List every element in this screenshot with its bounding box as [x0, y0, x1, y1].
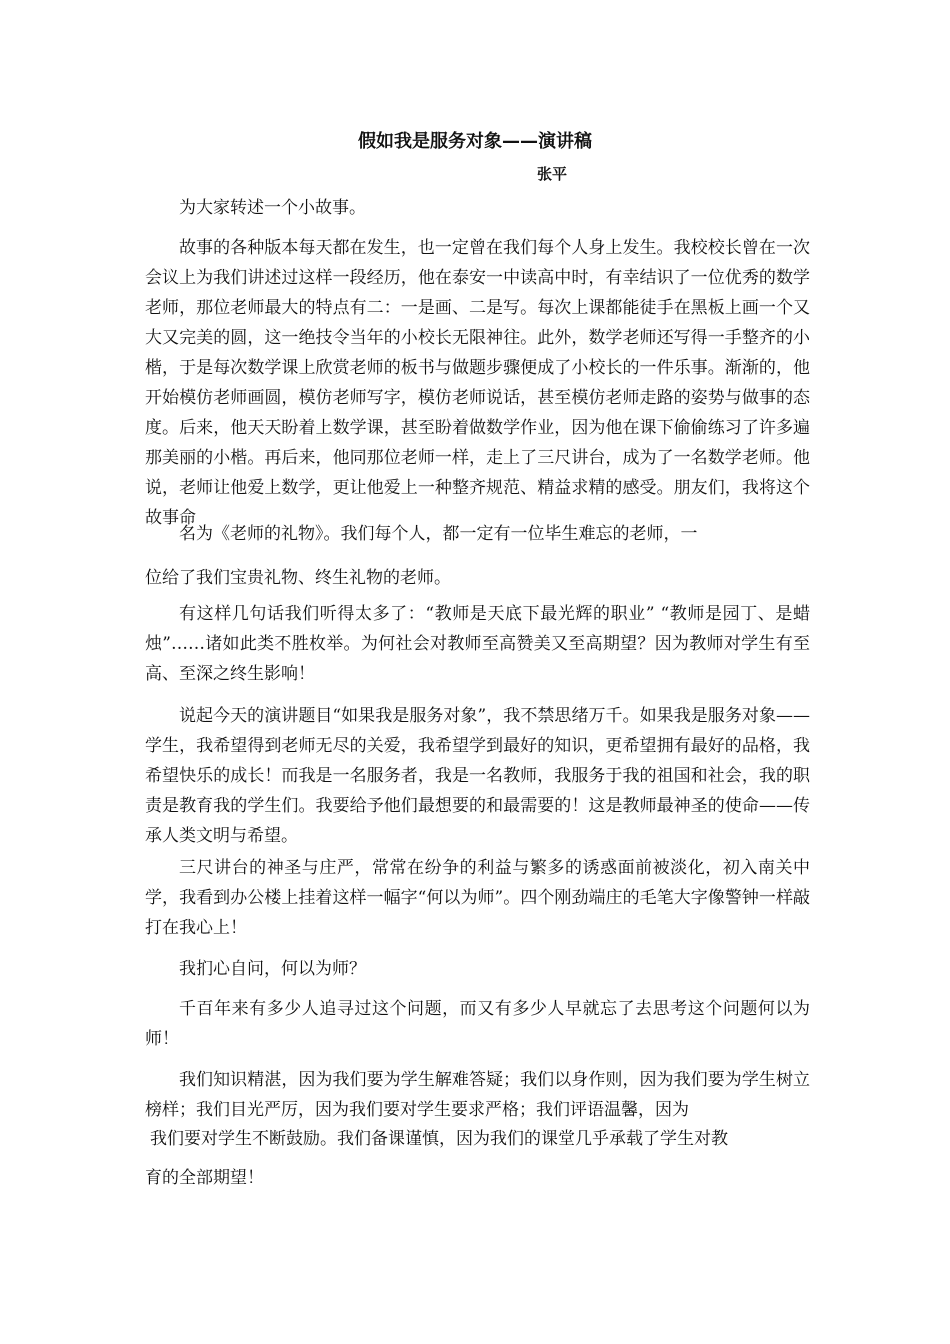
paragraph: 我们知识精湛，因为我们要为学生解难答疑；我们以身作则，因为我们要为学生树立榜样；我们目光严厉，因为我们要对学生要求严格；我们评语温馨，因为 [145, 1070, 810, 1120]
paragraph: 千百年来有多少人追寻过这个问题，而又有多少人早就忘了去思考这个问题何以为师！ [145, 999, 810, 1049]
paragraph-line: 育的全部期望！ [145, 1168, 264, 1188]
paragraph: 说起今天的演讲题目“如果我是服务对象”，我不禁思绪万千。如果我是服务对象——学生，我希望得到老师无尽的关爱，我希望学到最好的知识，更希望拥有最好的品格，我希望快乐的成长！而我是一名服务者，我是一名教师，我服务于我的祖国和社会，我的职责是教育我的学生们。我要给予他们最想要的和最需要的！这是教师最神圣的使命——传承人类文明与希望。 [145, 706, 810, 846]
document-title: 假如我是服务对象——演讲稿 [358, 131, 592, 152]
paragraph-line: 我们要对学生不断鼓励。我们备课谨慎，因为我们的课堂几乎承载了学生对教 [150, 1129, 728, 1149]
paragraph: 为大家转述一个小故事。 [179, 198, 366, 218]
author-name: 张平 [537, 165, 568, 183]
paragraph: 我扪心自问，何以为师？ [179, 959, 366, 979]
paragraph-line: 名为《老师的礼物》。我们每个人，都一定有一位毕生难忘的老师，一 [179, 524, 698, 544]
paragraph: 有这样几句话我们听得太多了：“教师是天底下最光辉的职业” “教师是园丁、是蜡烛”……诸如此类不胜枚举。为何社会对教师至高赞美又至高期望？因为教师对学生有至高、至深之终生影响！ [145, 604, 810, 684]
paragraph: 三尺讲台的神圣与庄严，常常在纷争的利益与繁多的诱惑面前被淡化，初入南关中学，我看到办公楼上挂着这样一幅字“何以为师”。四个刚劲端庄的毛笔大字像警钟一样敲打在我心上！ [145, 858, 810, 938]
paragraph: 故事的各种版本每天都在发生，也一定曾在我们每个人身上发生。我校校长曾在一次会议上为我们讲述过这样一段经历，他在泰安一中读高中时，有幸结识了一位优秀的数学老师，那位老师最大的特点有二：一是画、二是写。每次上课都能徒手在黑板上画一个又大又完美的圆，这一绝技令当年的小校长无限神往。此外，数学老师还写得一手整齐的小楷，于是每次数学课上欣赏老师的板书与做题步骤便成了小校长的一件乐事。渐渐的，他开始模仿老师画圆，模仿老师写字，模仿老师说话，甚至模仿老师走路的姿势与做事的态度。后来，他天天盼着上数学课，甚至盼着做数学作业，因为他在课下偷偷练习了许多遍那美丽的小楷。再后来，他同那位老师一样，走上了三尺讲台，成为了一名数学老师。他说，老师让他爱上数学，更让他爱上一种整齐规范、精益求精的感受。朋友们，我将这个故事命 [145, 238, 810, 528]
paragraph-line: 位给了我们宝贵礼物、终生礼物的老师。 [145, 568, 451, 588]
